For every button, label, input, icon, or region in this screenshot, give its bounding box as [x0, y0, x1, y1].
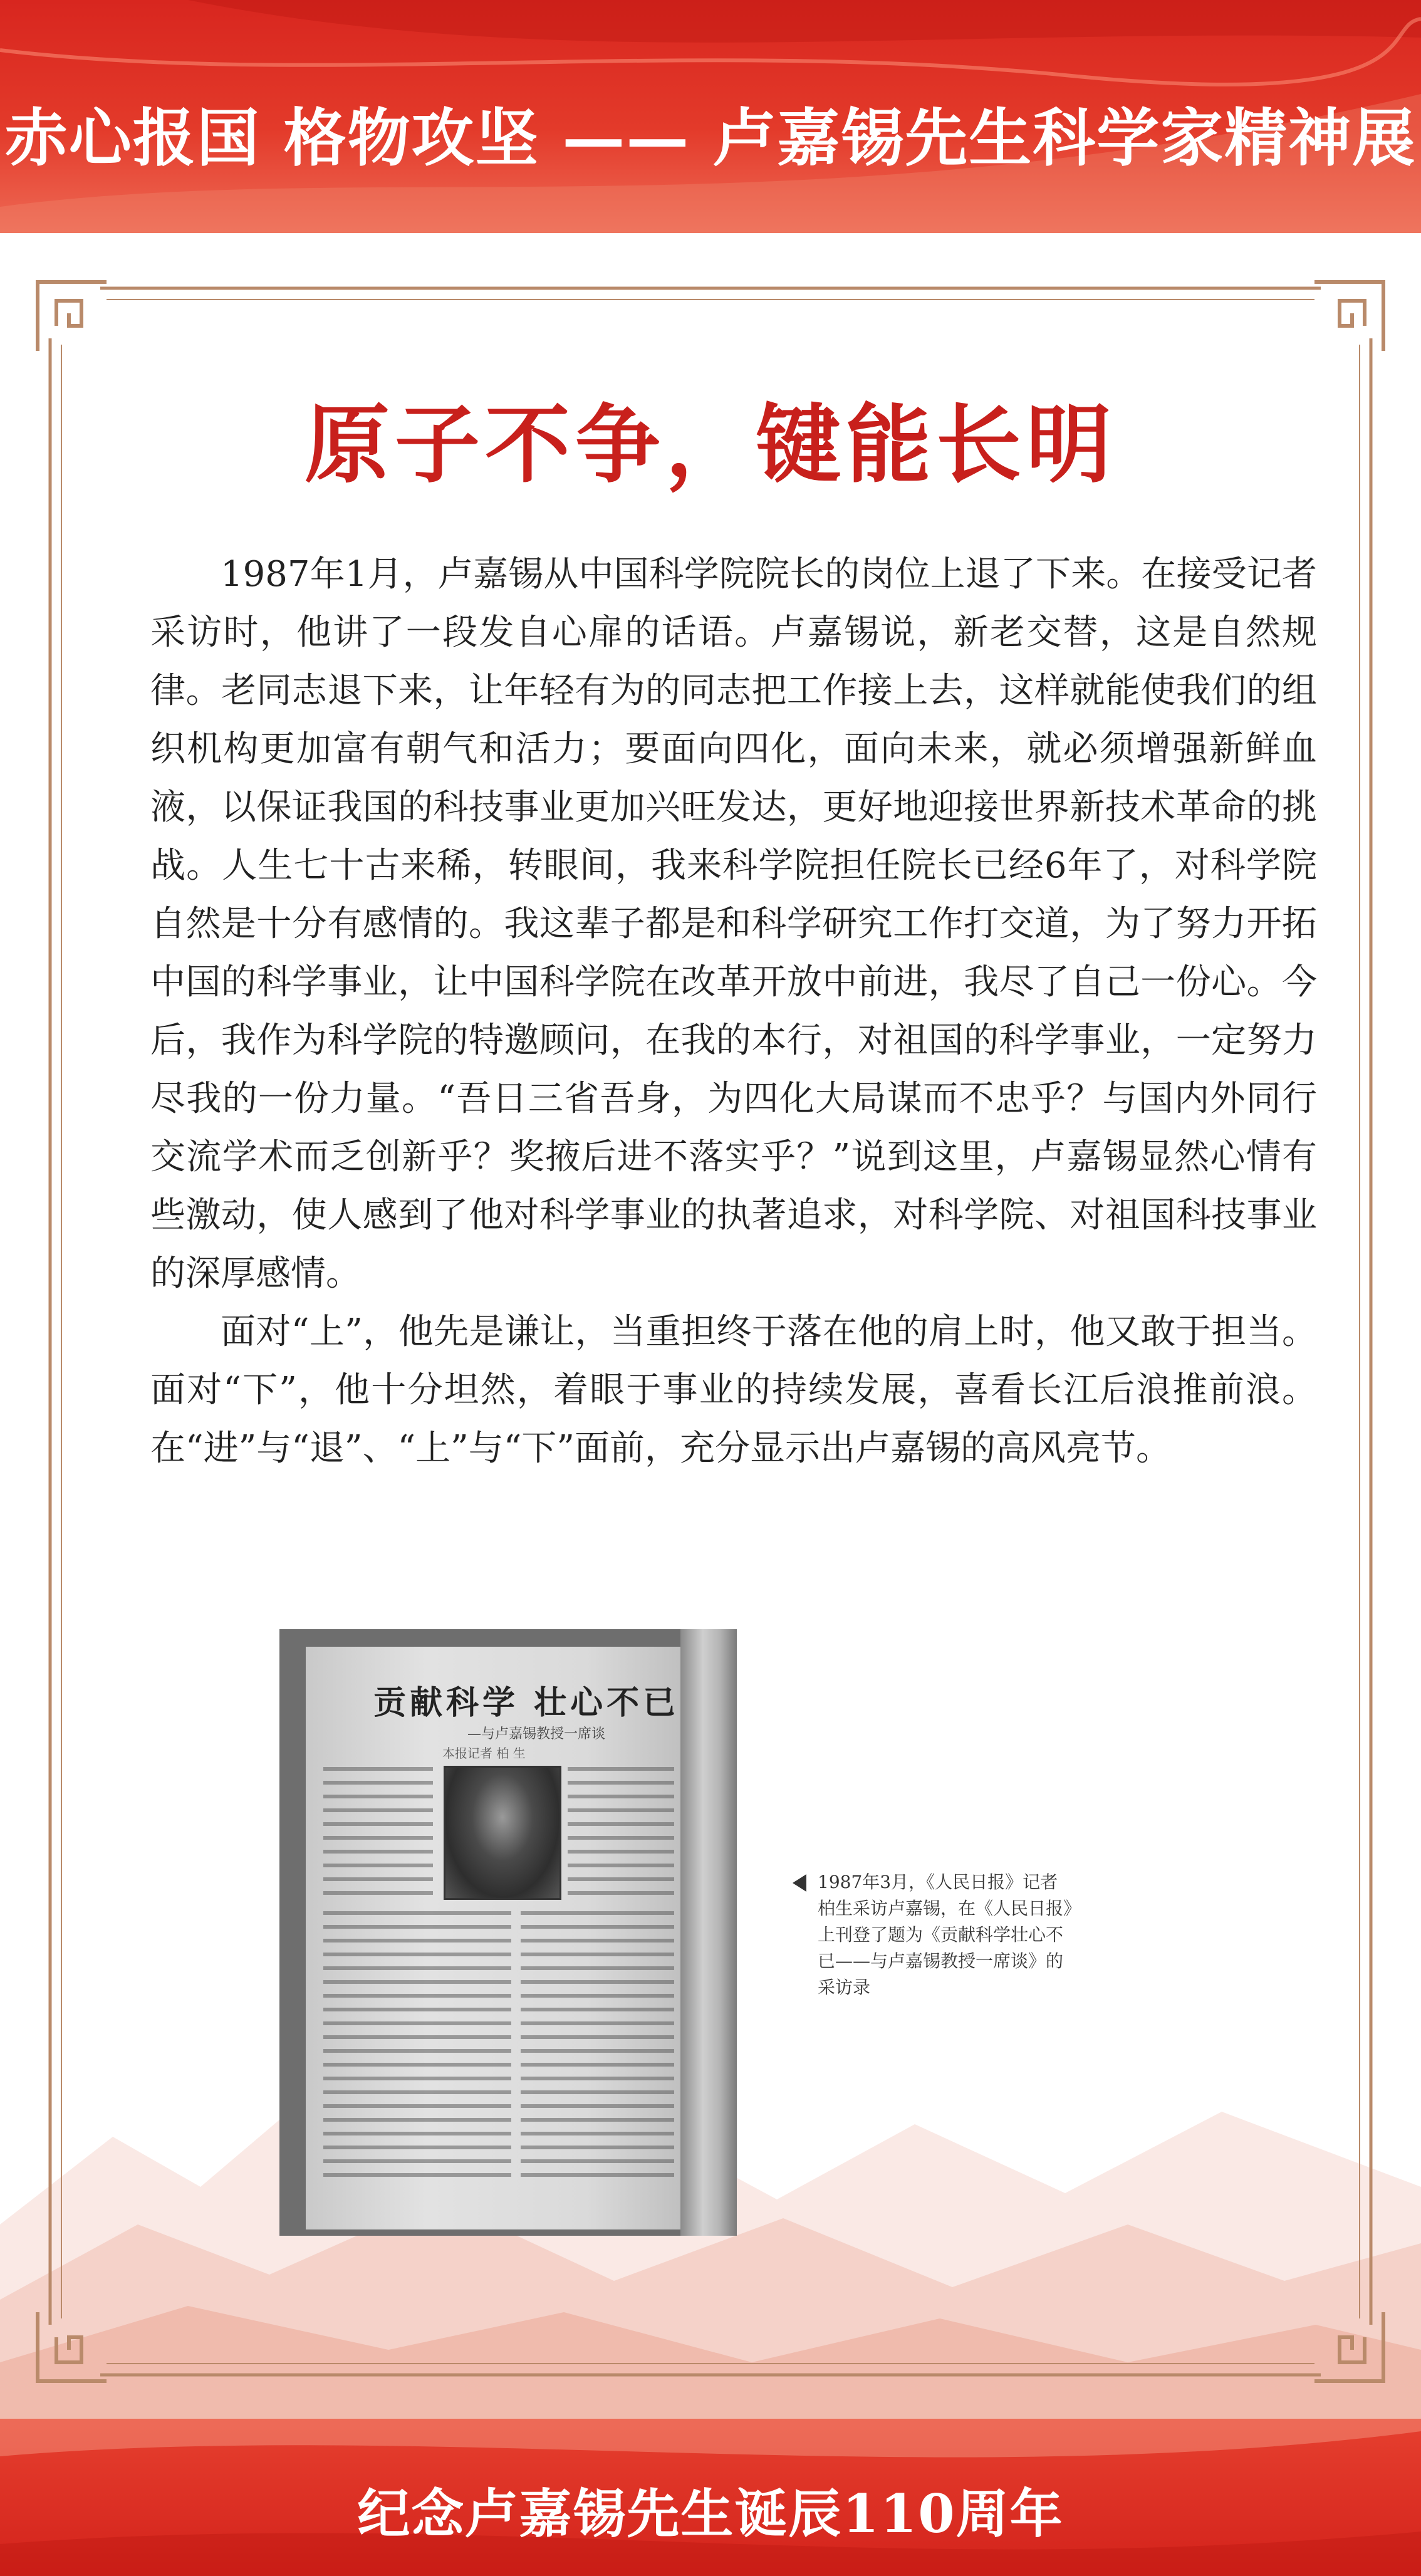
caption-text: 1987年3月，《人民日报》记者柏生采访卢嘉锡，在《人民日报》上刊登了题为《贡献科学壮心不已——与卢嘉锡教授一席谈》的采访录 — [818, 1872, 1073, 1998]
newspaper-column-bottom-right — [521, 1911, 674, 2187]
body-text — [150, 545, 1317, 1478]
anniversary-title: 纪念卢嘉锡先生诞辰110周年 — [357, 2483, 1064, 2545]
corner-ornament-top-left — [38, 282, 107, 351]
newspaper-headline: 贡献科学 壮心不已 — [373, 1684, 680, 1722]
paragraph-1: 1987年1月，卢嘉锡从中国科学院院长的岗位上退了下来。在接受记者采访时，他讲了一段发自心扉的话语。卢嘉锡说，新老交替，这是自然规律。老同志退下来，让年轻有为的同志把工作接上去，这样就能使我们的组织机构更加富有朝气和活力；要面向四化，面向未来，就必须增强新鲜血液，以保证我国的科技事业更加兴旺发达，更好地迎接世界新技术革命的挑战。人生七十古来稀，转眼间，我来科学院担任院长已经6年了，对科学院自然是十分有感情的。我这辈子都是和科学研究工作打交道，为了努力开拓中国的科学事业，让中国科学院在改革开放中前进，我尽了自己一份心。今后，我作为科学院的特邀顾问，在我的本行，对祖国的科学事业，一定努力尽我的一份力量。“吾日三省吾身，为四化大局谋而不忠乎？与国内外同行交流学术而乏创新乎？奖掖后进不落实乎？”说到这里，卢嘉锡显然心情有些激动，使人感到了他对科学事业的执著追求，对科学院、对祖国科技事业的深厚感情。 — [150, 554, 1317, 1294]
header-banner — [0, 0, 1421, 233]
caption-arrow-icon — [793, 1874, 806, 1892]
newspaper-column-right — [568, 1767, 674, 1905]
exhibition-title: 赤心报国 格物攻坚 —— 卢嘉锡先生科学家精神展 — [4, 101, 1417, 175]
footer-banner — [0, 2419, 1421, 2576]
newspaper-column-left — [323, 1767, 433, 1905]
portrait-photo — [444, 1766, 561, 1900]
section-heading: 原子不争，键能长明 — [304, 396, 1116, 495]
paragraph-2: 面对“上”，他先是谦让，当重担终于落在他的肩上时，他又敢于担当。面对“下”，他十分坦然，着眼于事业的持续发展，喜看长江后浪推前浪。在“进”与“退”、“上”与“下”面前，充分显示出卢嘉锡的高风亮节。 — [150, 1311, 1317, 1469]
newspaper-byline: 本报记者 柏 生 — [442, 1746, 526, 1761]
corner-ornament-top-right — [1314, 282, 1383, 351]
newspaper-subtitle: —与卢嘉锡教授一席谈 — [467, 1726, 606, 1742]
newspaper-photo — [279, 1629, 737, 2236]
newspaper-column-bottom-left — [323, 1911, 511, 2187]
book-spine — [680, 1629, 737, 2236]
